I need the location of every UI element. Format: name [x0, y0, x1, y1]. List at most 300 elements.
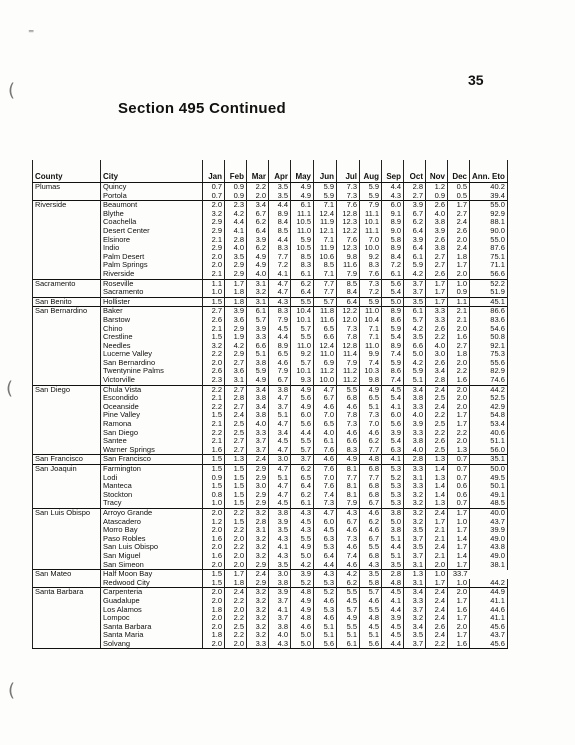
value-cell: 2.1 [203, 394, 225, 403]
value-cell: 8.3 [269, 244, 291, 253]
county-cell [33, 376, 101, 385]
value-cell: 3.2 [247, 288, 269, 297]
value-cell: 8.9 [382, 244, 404, 253]
value-cell: 3.6 [225, 316, 247, 325]
value-cell: 10.4 [360, 316, 382, 325]
value-cell: 6.0 [382, 411, 404, 420]
value-cell: 4.6 [360, 526, 382, 535]
value-cell: 1.7 [225, 570, 247, 579]
value-cell: 3.7 [404, 279, 426, 288]
value-cell: 7.7 [314, 288, 337, 297]
value-cell: 2.2 [203, 385, 225, 394]
eto-table [32, 160, 508, 649]
value-cell: 7.9 [269, 367, 291, 376]
value-cell: 11.0 [360, 342, 382, 351]
value-cell: 3.9 [382, 429, 404, 438]
value-cell: 74.6 [470, 376, 508, 385]
table-row [33, 579, 508, 588]
value-cell: 3.2 [404, 518, 426, 527]
value-cell: 4.9 [247, 376, 269, 385]
value-cell: 12.4 [314, 210, 337, 219]
value-cell: 2.8 [225, 394, 247, 403]
value-cell: 1.0 [203, 288, 225, 297]
value-cell: 4.2 [291, 561, 314, 570]
value-cell: 1.9 [225, 333, 247, 342]
value-cell: 5.3 [382, 465, 404, 474]
value-cell: 5.0 [291, 640, 314, 649]
value-cell: 4.0 [247, 420, 269, 429]
value-cell: 10.0 [360, 244, 382, 253]
value-cell: 5.7 [337, 606, 360, 615]
value-cell: 6.0 [382, 201, 404, 210]
value-cell: 6.7 [314, 394, 337, 403]
value-cell: 6.4 [291, 288, 314, 297]
value-cell: 8.5 [291, 253, 314, 262]
value-cell: 9.1 [382, 210, 404, 219]
value-cell: 6.1 [247, 307, 269, 316]
value-cell: 6.4 [337, 297, 360, 307]
value-cell: 4.6 [360, 597, 382, 606]
value-cell: 5.8 [360, 579, 382, 588]
value-cell: 7.1 [314, 201, 337, 210]
value-cell: 4.2 [404, 359, 426, 368]
value-cell: 90.0 [470, 227, 508, 236]
county-cell [33, 288, 101, 297]
value-cell: 0.9 [426, 192, 448, 201]
county-cell [33, 253, 101, 262]
value-cell: 2.4 [448, 218, 470, 227]
value-cell: 4.9 [291, 543, 314, 552]
value-cell: 5.5 [337, 385, 360, 394]
value-cell: 8.5 [337, 279, 360, 288]
value-cell: 12.3 [337, 244, 360, 253]
county-cell [33, 270, 101, 279]
value-cell: 5.6 [291, 394, 314, 403]
value-cell: 1.5 [203, 579, 225, 588]
value-cell: 4.7 [269, 288, 291, 297]
scan-bracket-mark: ( [6, 378, 14, 399]
value-cell: 3.7 [269, 614, 291, 623]
scan-bracket-mark: ( [8, 680, 16, 701]
value-cell: 2.2 [426, 429, 448, 438]
value-cell: 4.3 [269, 297, 291, 307]
value-cell: 2.5 [225, 420, 247, 429]
page-number: 35 [468, 72, 484, 88]
value-cell: 0.7 [203, 192, 225, 201]
value-cell: 2.9 [247, 491, 269, 500]
table-row [33, 376, 508, 385]
county-cell [33, 210, 101, 219]
value-cell: 49.1 [470, 491, 508, 500]
value-cell: 87.6 [470, 244, 508, 253]
value-cell: 1.4 [426, 465, 448, 474]
value-cell: 0.7 [448, 465, 470, 474]
value-cell: 9.0 [382, 227, 404, 236]
value-cell: 4.5 [382, 623, 404, 632]
value-cell: 2.0 [225, 561, 247, 570]
value-cell: 3.2 [203, 342, 225, 351]
value-cell: 2.7 [404, 192, 426, 201]
value-cell: 2.0 [225, 640, 247, 649]
value-cell: 3.0 [269, 455, 291, 465]
value-cell: 56.6 [470, 270, 508, 279]
value-cell: 5.1 [247, 350, 269, 359]
value-cell: 1.6 [203, 535, 225, 544]
value-cell: 7.2 [269, 261, 291, 270]
value-cell: 12.2 [337, 307, 360, 316]
table-row [33, 631, 508, 640]
table-row [33, 508, 508, 517]
value-cell: 4.8 [291, 614, 314, 623]
value-cell: 3.9 [404, 201, 426, 210]
value-cell: 5.5 [360, 543, 382, 552]
value-cell: 7.3 [337, 535, 360, 544]
value-cell: 7.3 [337, 183, 360, 192]
city-cell: Santee [101, 437, 203, 446]
value-cell: 5.9 [314, 183, 337, 192]
value-cell: 3.7 [404, 640, 426, 649]
city-cell: Pine Valley [101, 411, 203, 420]
table-row [33, 359, 508, 368]
value-cell: 4.4 [225, 218, 247, 227]
value-cell: 7.3 [337, 192, 360, 201]
value-cell: 3.7 [247, 437, 269, 446]
value-cell: 2.0 [448, 270, 470, 279]
value-cell: 1.5 [203, 570, 225, 579]
value-cell: 5.7 [291, 446, 314, 455]
table-row [33, 218, 508, 227]
value-cell: 3.2 [247, 623, 269, 632]
value-cell: 39.9 [470, 526, 508, 535]
value-cell: 2.0 [203, 588, 225, 597]
value-cell: 4.0 [225, 244, 247, 253]
value-cell: 6.0 [314, 518, 337, 527]
table-row [33, 236, 508, 245]
value-cell: 4.6 [269, 359, 291, 368]
value-cell: 2.7 [426, 261, 448, 270]
value-cell: 4.9 [337, 455, 360, 465]
value-cell: 10.3 [360, 367, 382, 376]
value-cell: 10.4 [291, 307, 314, 316]
value-cell: 4.1 [225, 227, 247, 236]
value-cell: 3.5 [269, 192, 291, 201]
table-row [33, 279, 508, 288]
value-cell: 10.1 [291, 367, 314, 376]
value-cell: 4.7 [269, 482, 291, 491]
value-cell: 2.6 [426, 437, 448, 446]
value-cell: 2.5 [426, 446, 448, 455]
value-cell: 8.1 [337, 491, 360, 500]
value-cell: 4.0 [404, 411, 426, 420]
value-cell: 6.5 [291, 474, 314, 483]
value-cell: 2.0 [203, 508, 225, 517]
value-cell: 3.1 [247, 297, 269, 307]
value-cell: 2.8 [426, 376, 448, 385]
county-cell: Sacramento [33, 279, 101, 288]
county-cell [33, 446, 101, 455]
value-cell: 5.4 [382, 437, 404, 446]
city-cell: Desert Center [101, 227, 203, 236]
table-row [33, 201, 508, 210]
city-cell: San Miguel [101, 552, 203, 561]
county-cell [33, 411, 101, 420]
value-cell: 3.4 [269, 429, 291, 438]
value-cell: 7.1 [314, 270, 337, 279]
city-cell: Lompoc [101, 614, 203, 623]
value-cell: 1.5 [203, 465, 225, 474]
value-cell: 12.3 [337, 218, 360, 227]
value-cell: 5.7 [291, 359, 314, 368]
value-cell: 1.8 [448, 253, 470, 262]
table-row [33, 588, 508, 597]
city-cell: Solvang [101, 640, 203, 649]
value-cell: 50.1 [470, 482, 508, 491]
value-cell: 49.0 [470, 535, 508, 544]
table-row [33, 526, 508, 535]
city-cell: San Bernardino [101, 359, 203, 368]
value-cell: 4.7 [269, 446, 291, 455]
value-cell: 3.3 [404, 429, 426, 438]
value-cell: 3.2 [203, 210, 225, 219]
value-cell: 8.3 [269, 307, 291, 316]
value-cell: 7.6 [337, 236, 360, 245]
value-cell: 3.5 [269, 526, 291, 535]
value-cell: 4.9 [337, 614, 360, 623]
value-cell: 6.2 [360, 437, 382, 446]
value-cell: 5.1 [314, 631, 337, 640]
value-cell: 6.1 [291, 270, 314, 279]
value-cell: 11.2 [314, 367, 337, 376]
table-row [33, 342, 508, 351]
value-cell: 5.9 [404, 367, 426, 376]
value-cell: 2.7 [225, 437, 247, 446]
value-cell: 5.9 [360, 183, 382, 192]
value-cell: 11.1 [291, 210, 314, 219]
value-cell: 1.8 [225, 297, 247, 307]
value-cell: 1.5 [203, 482, 225, 491]
value-cell: 3.4 [247, 385, 269, 394]
value-cell: 92.9 [470, 210, 508, 219]
value-cell: 9.8 [360, 376, 382, 385]
value-cell: 2.8 [404, 183, 426, 192]
table-row [33, 455, 508, 465]
value-cell: 3.1 [404, 474, 426, 483]
value-cell: 11.2 [337, 367, 360, 376]
value-cell: 3.8 [247, 411, 269, 420]
table-row [33, 561, 508, 570]
table-row [33, 325, 508, 334]
value-cell: 52.2 [470, 279, 508, 288]
value-cell: 2.2 [426, 411, 448, 420]
value-cell: 5.1 [360, 403, 382, 412]
value-cell: 4.3 [314, 570, 337, 579]
value-cell: 0.7 [448, 455, 470, 465]
value-cell: 5.9 [291, 236, 314, 245]
value-cell: 1.0 [426, 570, 448, 579]
value-cell: 5.6 [314, 640, 337, 649]
value-cell: 6.5 [314, 420, 337, 429]
value-cell: 2.1 [203, 270, 225, 279]
city-cell: Baker [101, 307, 203, 316]
city-cell: Half Moon Bay [101, 570, 203, 579]
city-cell: San Francisco [101, 455, 203, 465]
value-cell: 4.6 [314, 614, 337, 623]
city-cell: Elsinore [101, 236, 203, 245]
table-row [33, 623, 508, 632]
value-cell: 12.2 [337, 227, 360, 236]
table-row [33, 535, 508, 544]
county-cell [33, 261, 101, 270]
value-cell: 6.2 [247, 218, 269, 227]
value-cell: 1.7 [448, 201, 470, 210]
value-cell: 4.7 [269, 420, 291, 429]
value-cell: 2.1 [426, 552, 448, 561]
value-cell: 71.1 [470, 261, 508, 270]
value-cell: 4.4 [382, 183, 404, 192]
county-cell [33, 482, 101, 491]
value-cell: 4.3 [269, 535, 291, 544]
value-cell: 11.0 [291, 227, 314, 236]
value-cell: 2.2 [448, 429, 470, 438]
value-cell: 2.5 [225, 429, 247, 438]
value-cell: 2.0 [203, 201, 225, 210]
city-cell: Lodi [101, 474, 203, 483]
value-cell: 1.6 [448, 376, 470, 385]
value-cell: 3.0 [426, 350, 448, 359]
value-cell: 2.4 [426, 543, 448, 552]
city-cell: San Simeon [101, 561, 203, 570]
value-cell: 9.3 [291, 376, 314, 385]
city-cell: Quincy [101, 183, 203, 192]
value-cell: 33.7 [448, 570, 470, 579]
value-cell: 2.0 [448, 588, 470, 597]
value-cell: 2.6 [203, 316, 225, 325]
table-row [33, 429, 508, 438]
table-row [33, 597, 508, 606]
county-cell [33, 316, 101, 325]
value-cell: 4.2 [225, 342, 247, 351]
value-cell: 8.3 [291, 261, 314, 270]
value-cell: 3.3 [426, 307, 448, 316]
table-row [33, 606, 508, 615]
value-cell: 1.3 [426, 499, 448, 508]
value-cell: 3.1 [225, 376, 247, 385]
value-cell: 2.9 [247, 499, 269, 508]
value-cell: 1.3 [426, 474, 448, 483]
value-cell: 2.2 [225, 508, 247, 517]
value-cell: 1.1 [448, 297, 470, 307]
county-cell [33, 192, 101, 201]
city-cell: Manteca [101, 482, 203, 491]
value-cell: 3.3 [404, 597, 426, 606]
value-cell: 4.6 [337, 429, 360, 438]
value-cell: 3.9 [225, 307, 247, 316]
value-cell: 6.3 [382, 446, 404, 455]
value-cell: 2.0 [203, 261, 225, 270]
value-cell: 2.6 [426, 623, 448, 632]
value-cell: 2.1 [448, 316, 470, 325]
value-cell: 4.8 [382, 579, 404, 588]
county-cell [33, 429, 101, 438]
value-cell: 3.5 [269, 183, 291, 192]
value-cell: 51.1 [470, 437, 508, 446]
table-row [33, 411, 508, 420]
city-cell: Indio [101, 244, 203, 253]
value-cell: 6.5 [269, 350, 291, 359]
column-header: Sep [382, 160, 404, 183]
county-cell [33, 614, 101, 623]
value-cell: 1.0 [448, 279, 470, 288]
table-row [33, 570, 508, 579]
value-cell: 4.3 [291, 508, 314, 517]
value-cell: 5.9 [382, 359, 404, 368]
value-cell: 5.7 [360, 588, 382, 597]
value-cell: 3.5 [404, 297, 426, 307]
city-cell: Guadalupe [101, 597, 203, 606]
value-cell: 4.6 [314, 403, 337, 412]
value-cell: 2.0 [448, 437, 470, 446]
value-cell: 4.6 [314, 597, 337, 606]
city-cell: Redwood City [101, 579, 203, 588]
value-cell: 3.5 [404, 631, 426, 640]
value-cell: 86.6 [470, 307, 508, 316]
value-cell: 4.9 [360, 385, 382, 394]
value-cell: 8.5 [314, 261, 337, 270]
value-cell: 1.4 [426, 491, 448, 500]
value-cell: 5.5 [291, 333, 314, 342]
value-cell: 1.8 [203, 606, 225, 615]
value-cell: 92.1 [470, 342, 508, 351]
value-cell: 1.6 [448, 640, 470, 649]
value-cell: 7.4 [337, 552, 360, 561]
value-cell: 3.8 [404, 394, 426, 403]
value-cell: 5.5 [337, 623, 360, 632]
value-cell: 8.6 [382, 316, 404, 325]
value-cell: 6.7 [360, 499, 382, 508]
value-cell: 1.6 [448, 606, 470, 615]
value-cell: 7.8 [337, 411, 360, 420]
column-header: Jul [337, 160, 360, 183]
value-cell: 2.4 [426, 631, 448, 640]
value-cell: 4.6 [314, 455, 337, 465]
value-cell: 3.0 [247, 482, 269, 491]
value-cell: 4.5 [269, 325, 291, 334]
value-cell: 51.9 [470, 288, 508, 297]
value-cell: 4.3 [269, 640, 291, 649]
value-cell: 2.7 [448, 342, 470, 351]
value-cell: 6.1 [291, 499, 314, 508]
value-cell: 5.1 [360, 631, 382, 640]
value-cell: 1.6 [203, 552, 225, 561]
value-cell: 4.2 [404, 270, 426, 279]
column-header: Aug [360, 160, 382, 183]
value-cell: 2.2 [225, 631, 247, 640]
value-cell: 2.9 [203, 218, 225, 227]
value-cell: 2.2 [426, 640, 448, 649]
value-cell: 3.9 [269, 588, 291, 597]
value-cell: 1.0 [448, 579, 470, 588]
value-cell: 6.6 [404, 342, 426, 351]
value-cell: 1.7 [448, 631, 470, 640]
value-cell: 2.0 [448, 385, 470, 394]
value-cell: 6.6 [247, 342, 269, 351]
value-cell: 7.6 [314, 465, 337, 474]
value-cell: 6.8 [360, 482, 382, 491]
value-cell: 1.7 [448, 543, 470, 552]
value-cell: 56.0 [470, 446, 508, 455]
value-cell: 5.4 [382, 333, 404, 342]
value-cell: 1.3 [426, 455, 448, 465]
